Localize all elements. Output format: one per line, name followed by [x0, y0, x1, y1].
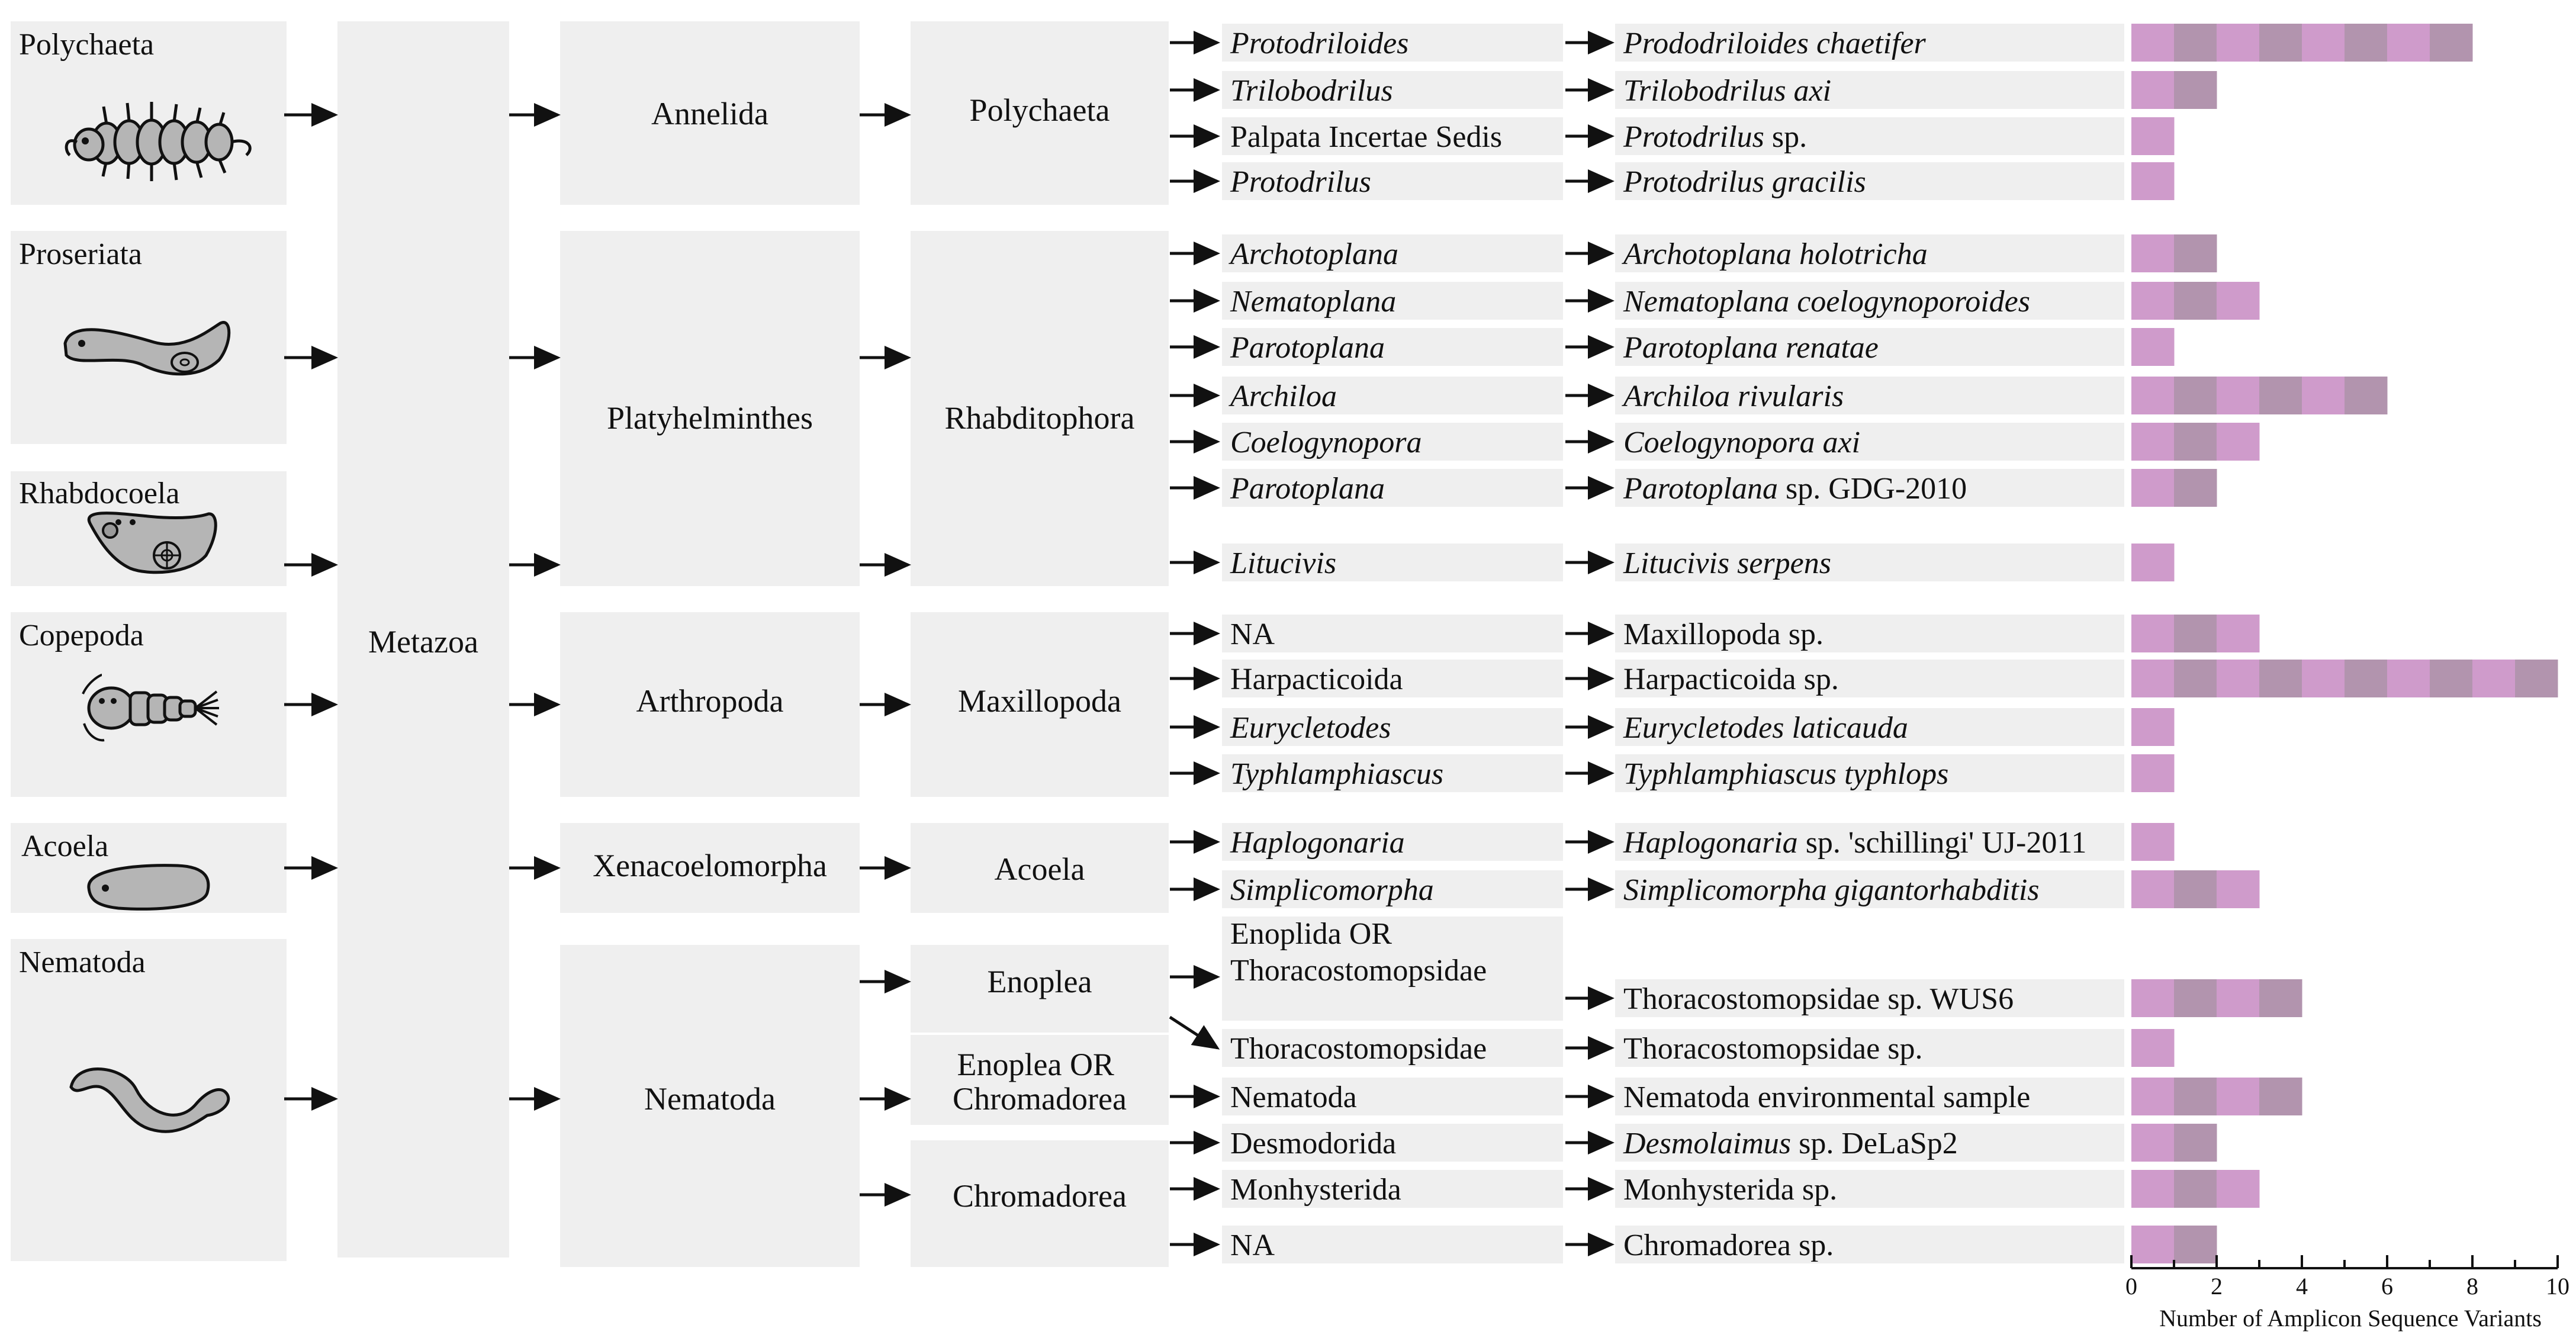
taxon-label-line: Protodriloides — [1230, 27, 1409, 60]
asv-bar-segment — [2174, 979, 2217, 1017]
taxon-row — [1170, 1017, 2124, 1067]
species-label — [1623, 711, 1908, 745]
asv-bar-segment — [2131, 1170, 2175, 1208]
species-label — [1623, 618, 1824, 651]
group-label: Polychaeta — [19, 28, 155, 62]
asv-bar — [2131, 1124, 2217, 1162]
species-label-part: Archiloa rivularis — [1623, 380, 1844, 413]
asv-bar-segment — [2174, 282, 2217, 320]
asv-bar — [2131, 1029, 2175, 1067]
asv-bar — [2131, 162, 2175, 200]
class-enoplea-or-chromadorea — [953, 1047, 1127, 1117]
class-column — [911, 21, 1169, 1267]
taxon-row — [1170, 117, 2124, 155]
taxon-label — [1230, 165, 1371, 199]
asv-bar-segment — [2345, 377, 2388, 414]
taxon-row — [1170, 328, 2124, 366]
x-tick-label: 8 — [2466, 1273, 2478, 1300]
species-label — [1623, 1173, 1837, 1207]
taxon-label-line: Litucivis — [1230, 546, 1337, 580]
taxon-label-line: Palpata Incertae Sedis — [1230, 120, 1503, 154]
asv-bar-segment — [2174, 1170, 2217, 1208]
species-label-part: Prododriloides chaetifer — [1623, 27, 1926, 60]
asv-bar-segment — [2217, 282, 2260, 320]
taxon-label — [1230, 618, 1275, 651]
asv-bar-segment — [2174, 870, 2217, 908]
asv-bar-segment — [2217, 24, 2260, 62]
asv-bar-segment — [2174, 24, 2217, 62]
group-proseriata — [11, 231, 287, 444]
group-copepoda — [11, 612, 287, 797]
taxon-label — [1230, 285, 1396, 319]
asv-bar-segment — [2174, 1124, 2217, 1162]
class-acoela: Acoela — [994, 851, 1085, 887]
asv-bar — [2131, 1226, 2217, 1263]
species-label — [1623, 426, 1860, 459]
asv-bar-segment — [2131, 823, 2175, 861]
taxon-label — [1230, 120, 1502, 154]
asv-bar-segment — [2131, 24, 2175, 62]
asv-bar — [2131, 377, 2388, 414]
class-enoplea-or-chromadorea-line2: Chromadorea — [953, 1081, 1127, 1117]
phylum-xenacoelomorpha: Xenacoelomorpha — [593, 848, 827, 883]
asv-bar-segment — [2345, 660, 2388, 697]
x-axis — [2125, 1255, 2569, 1332]
asv-bar-segment — [2131, 423, 2175, 461]
taxon-row — [1170, 469, 2124, 507]
taxon-label-line: Parotoplana — [1230, 331, 1385, 365]
asv-bar-segment — [2131, 328, 2175, 366]
taxon-label-line: NA — [1230, 1229, 1275, 1262]
taxon-label-line: Desmodorida — [1230, 1127, 1397, 1160]
taxon-label — [1230, 546, 1336, 580]
taxon-row — [1170, 1170, 2124, 1208]
taxon-label-line: Archotoplana — [1230, 237, 1399, 271]
asv-bar-segment — [2217, 423, 2260, 461]
asv-bar-segment — [2387, 24, 2430, 62]
asv-bar-segment — [2174, 1226, 2217, 1263]
species-label-part: Nematoplana coelogynoporoides — [1623, 285, 2030, 319]
phylum-arthropoda: Arthropoda — [636, 683, 784, 719]
x-tick-label: 10 — [2546, 1273, 2569, 1300]
species-label — [1623, 982, 2014, 1016]
taxon-label-line: Typhlamphiascus — [1230, 757, 1444, 791]
asv-bar — [2131, 1078, 2302, 1115]
taxon-label — [1230, 27, 1408, 60]
asv-bar-chart — [2125, 24, 2569, 1332]
taxon-label-line: NA — [1230, 618, 1275, 651]
taxon-arrow — [1170, 1017, 1217, 1048]
asv-bar — [2131, 708, 2175, 746]
group-polychaeta — [11, 21, 287, 205]
taxon-label-line: Protodrilus — [1230, 165, 1371, 199]
taxon-label — [1228, 380, 1337, 413]
phylum-annelida: Annelida — [651, 96, 768, 131]
asv-bar-segment — [2174, 615, 2217, 652]
asv-bar-segment — [2217, 1078, 2260, 1115]
asv-bar-segment — [2472, 660, 2516, 697]
species-label-part: Simplicomorpha gigantorhabditis — [1623, 873, 2040, 907]
taxon-row — [1170, 423, 2124, 461]
species-label — [1623, 663, 1839, 696]
asv-bar-segment — [2131, 1226, 2175, 1263]
group-label: Acoela — [21, 829, 109, 863]
asv-bar-segment — [2217, 870, 2260, 908]
asv-bar — [2131, 544, 2175, 581]
taxon-row — [1170, 24, 2124, 62]
taxon-label — [1230, 1080, 1357, 1114]
taxon-label — [1230, 472, 1385, 506]
asv-bar-segment — [2259, 979, 2302, 1017]
x-tick-label: 2 — [2211, 1273, 2223, 1300]
asv-bar-segment — [2259, 1078, 2302, 1115]
group-acoela — [11, 823, 287, 913]
species-label-part: Typhlamphiascus typhlops — [1623, 757, 1949, 791]
species-label-part: Parotoplana — [1623, 472, 1778, 506]
group-label: Copepoda — [19, 619, 144, 652]
kingdom-label: Metazoa — [368, 624, 478, 660]
asv-bar-segment — [2174, 469, 2217, 507]
taxon-label-line: Harpacticoida — [1230, 663, 1403, 696]
asv-bar-segment — [2131, 282, 2175, 320]
species-label — [1623, 120, 1807, 154]
species-label-part: Coelogynopora axi — [1623, 426, 1861, 459]
asv-bar-segment — [2259, 660, 2302, 697]
asv-bar-segment — [2302, 660, 2345, 697]
phylum-column — [560, 21, 860, 1267]
taxon-row — [1170, 615, 2124, 652]
taxon-label-line: Archiloa — [1230, 380, 1337, 413]
taxon-label-line: Coelogynopora — [1230, 426, 1422, 459]
asv-bar-segment — [2131, 234, 2175, 272]
asv-bar-segment — [2217, 377, 2260, 414]
asv-bar — [2131, 71, 2217, 109]
species-label-part: Monhysterida sp. — [1623, 1173, 1838, 1207]
acoel-icon — [89, 866, 208, 909]
species-label — [1622, 380, 1844, 413]
asv-bar-segment — [2131, 660, 2175, 697]
asv-bar-segment — [2131, 71, 2175, 109]
species-label-part: Harpacticoida sp. — [1623, 663, 1839, 696]
asv-bar-segment — [2131, 469, 2175, 507]
class-enoplea-or-chromadorea-line1: Enoplea OR — [957, 1047, 1114, 1082]
species-label-part: sp. DeLaSp2 — [1791, 1127, 1958, 1160]
taxon-row — [1170, 1078, 2124, 1115]
asv-bar-segment — [2131, 377, 2175, 414]
taxon-label-line: Parotoplana — [1230, 472, 1385, 506]
species-label — [1623, 285, 2030, 319]
group-rhabdocoela — [11, 471, 287, 586]
species-label — [1623, 331, 1879, 365]
taxon-row — [1170, 916, 2124, 1021]
asv-bar-segment — [2131, 1124, 2175, 1162]
species-label — [1623, 27, 1927, 60]
species-label-part: Nematoda environmental sample — [1623, 1080, 2031, 1114]
taxon-label — [1230, 331, 1385, 365]
asv-bar-segment — [2302, 24, 2345, 62]
asv-bar-segment — [2174, 1078, 2217, 1115]
taxon-row — [1170, 544, 2124, 581]
species-label-part: Haplogonaria — [1623, 826, 1798, 860]
group-column — [11, 21, 287, 1261]
taxon-row — [1170, 1226, 2124, 1263]
taxon-label — [1230, 426, 1422, 459]
species-label — [1623, 1229, 1834, 1262]
asv-bar-segment — [2131, 708, 2175, 746]
species-label — [1623, 165, 1866, 199]
asv-bar — [2131, 423, 2260, 461]
taxon-label — [1230, 1127, 1396, 1160]
taxon-row — [1170, 660, 2124, 697]
asv-bar — [2131, 234, 2217, 272]
taxon-row — [1170, 234, 2124, 272]
taxon-rows — [1170, 24, 2124, 1263]
x-tick-label: 0 — [2125, 1273, 2137, 1300]
species-label-part: Thoracostomopsidae sp. — [1623, 1032, 1923, 1066]
asv-bar — [2131, 328, 2175, 366]
species-label — [1623, 74, 1831, 108]
asv-bar — [2131, 660, 2558, 697]
species-label — [1623, 472, 1967, 506]
taxon-label — [1230, 1229, 1275, 1262]
species-label-part: Chromadorea sp. — [1623, 1229, 1834, 1262]
taxon-label-line: Nematoplana — [1230, 285, 1397, 319]
taxon-label-line: Thoracostomopsidae — [1230, 1032, 1487, 1066]
taxon-label-line: Monhysterida — [1230, 1173, 1401, 1207]
asv-bar-segment — [2131, 1078, 2175, 1115]
asv-bar — [2131, 754, 2175, 792]
asv-bar-segment — [2174, 660, 2217, 697]
asv-bar-segment — [2131, 1029, 2175, 1067]
class-polychaeta: Polychaeta — [969, 92, 1110, 128]
taxon-label — [1230, 826, 1405, 860]
class-rhabditophora: Rhabditophora — [944, 400, 1135, 436]
asv-bar-segment — [2430, 24, 2473, 62]
asv-bar — [2131, 823, 2175, 861]
species-label — [1623, 546, 1831, 580]
asv-bar-segment — [2217, 979, 2260, 1017]
species-label-part: Thoracostomopsidae sp. WUS6 — [1623, 982, 2014, 1016]
taxon-label-line: Nematoda — [1230, 1080, 1357, 1114]
taxon-label-line: Enoplida OR — [1230, 917, 1392, 951]
species-label-part: Litucivis serpens — [1623, 546, 1831, 580]
taxon-label — [1230, 711, 1391, 745]
asv-bar-segment — [2430, 660, 2473, 697]
asv-bar-segment — [2131, 544, 2175, 581]
asv-bar-segment — [2259, 24, 2302, 62]
species-label — [1622, 237, 1928, 271]
group-label: Rhabdocoela — [19, 477, 180, 510]
taxon-label — [1230, 74, 1393, 108]
asv-bar — [2131, 469, 2217, 507]
species-label-part: sp. GDG-2010 — [1777, 472, 1967, 506]
kingdom-column — [337, 21, 509, 1258]
asv-bar-segment — [2131, 754, 2175, 792]
asv-bar — [2131, 870, 2260, 908]
species-label — [1623, 873, 2040, 907]
asv-bar-segment — [2302, 377, 2345, 414]
group-label: Proseriata — [19, 237, 142, 271]
species-label — [1623, 757, 1948, 791]
species-label — [1623, 826, 2086, 860]
class-enoplea: Enoplea — [987, 964, 1092, 999]
species-label-part: Eurycletodes laticauda — [1623, 711, 1908, 745]
taxon-label — [1230, 873, 1434, 907]
species-label — [1623, 1080, 2030, 1114]
species-label-part: Trilobodrilus axi — [1623, 74, 1832, 108]
asv-bar — [2131, 117, 2175, 155]
class-chromadorea: Chromadorea — [953, 1178, 1127, 1214]
taxon-row — [1170, 708, 2124, 746]
species-label-part: Archotoplana holotricha — [1623, 237, 1928, 271]
species-label-part: Desmolaimus — [1623, 1127, 1792, 1160]
group-nematoda — [11, 939, 287, 1261]
taxon-label-line: Haplogonaria — [1230, 826, 1405, 860]
taxon-label-line: Simplicomorpha — [1230, 873, 1434, 907]
asv-bar — [2131, 615, 2260, 652]
taxon-row — [1170, 823, 2124, 861]
x-tick-label: 6 — [2381, 1273, 2393, 1300]
taxon-row — [1170, 754, 2124, 792]
species-label-part: sp. 'schillingi' UJ-2011 — [1797, 826, 2087, 860]
phylum-nematoda: Nematoda — [644, 1081, 776, 1117]
species-label-part: Maxillopoda sp. — [1623, 618, 1824, 651]
asv-bar-segment — [2345, 24, 2388, 62]
asv-bar-segment — [2131, 162, 2175, 200]
asv-bar-segment — [2217, 1170, 2260, 1208]
taxon-label — [1230, 663, 1403, 696]
asv-bar — [2131, 1170, 2260, 1208]
asv-bar-segment — [2174, 234, 2217, 272]
asv-bar-segment — [2217, 660, 2260, 697]
asv-bar-segment — [2131, 870, 2175, 908]
taxon-row — [1170, 71, 2124, 109]
asv-bar-segment — [2131, 117, 2175, 155]
taxon-row — [1170, 377, 2124, 414]
asv-bar-segment — [2131, 615, 2175, 652]
species-label-part: sp. — [1764, 120, 1808, 154]
asv-bar — [2131, 979, 2302, 1017]
x-tick-label: 4 — [2296, 1273, 2308, 1300]
taxon-row — [1170, 870, 2124, 908]
asv-bar — [2131, 282, 2260, 320]
taxon-label-line: Thoracostomopsidae — [1230, 954, 1487, 988]
species-label-part: Protodrilus gracilis — [1623, 165, 1866, 199]
taxon-row — [1170, 282, 2124, 320]
asv-bar-segment — [2387, 660, 2430, 697]
taxon-label — [1230, 1032, 1487, 1066]
class-maxillopoda: Maxillopoda — [958, 683, 1121, 719]
taxon-label — [1228, 237, 1398, 271]
species-label — [1623, 1032, 1922, 1066]
x-axis-title: Number of Amplicon Sequence Variants — [2159, 1305, 2542, 1332]
taxon-label-line: Trilobodrilus — [1230, 74, 1393, 108]
asv-bar-segment — [2174, 71, 2217, 109]
species-label-part: Protodrilus — [1623, 120, 1764, 154]
group-label: Nematoda — [19, 946, 146, 979]
taxon-row — [1170, 1124, 2124, 1162]
taxon-label-line: Eurycletodes — [1230, 711, 1391, 745]
asv-bar-segment — [2515, 660, 2558, 697]
phylum-platyhelminthes: Platyhelminthes — [607, 400, 813, 436]
asv-bar-segment — [2259, 377, 2302, 414]
asv-bar-segment — [2131, 979, 2175, 1017]
asv-bar-segment — [2174, 377, 2217, 414]
taxon-label — [1230, 757, 1443, 791]
asv-bar — [2131, 24, 2473, 62]
asv-bar-segment — [2174, 423, 2217, 461]
species-label-part: Parotoplana renatae — [1623, 331, 1879, 365]
asv-bar-segment — [2217, 615, 2260, 652]
species-label — [1623, 1127, 1958, 1160]
taxon-label — [1230, 1173, 1401, 1207]
taxon-row — [1170, 162, 2124, 200]
